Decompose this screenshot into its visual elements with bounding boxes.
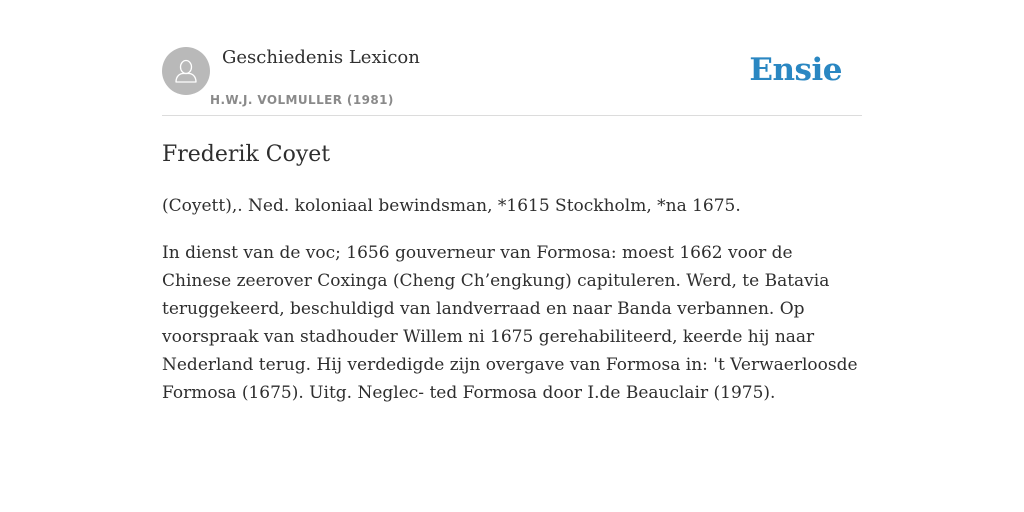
avatar[interactable] xyxy=(162,47,210,95)
card-header xyxy=(162,46,862,116)
entry-paragraph: (Coyett),. Ned. koloniaal bewindsman, *1615 Stockholm, *na 1675. xyxy=(162,196,741,216)
entry-title: Frederik Coyet xyxy=(162,142,331,167)
user-icon xyxy=(171,56,201,86)
lexicon-card xyxy=(162,46,862,407)
entry-body xyxy=(162,192,862,407)
source-author[interactable]: H.W.J. VOLMULLER (1981) xyxy=(210,93,394,107)
brand-logo[interactable]: Ensie xyxy=(749,52,842,88)
source-title[interactable]: Geschiedenis Lexicon xyxy=(222,47,420,68)
entry-paragraph: In dienst van de voc; 1656 gouverneur van Formosa: moest 1662 voor de Chinese zeerover Coxinga (Cheng Ch’engkung) capituleren. Werd, te Batavia teruggekeerd, beschuldigd van landverraad en naar Banda verbannen. Op voorspraak van stadhouder Willem ni 1675 gerehabiliteerd, keerde hij naar Nederland terug. Hij verdedigde zijn overgave van Formosa in: 't Verwaerloosde Formosa (1675). Uitg. Neglec- ted Formosa door I.de Beauclair (1975). xyxy=(162,243,858,403)
